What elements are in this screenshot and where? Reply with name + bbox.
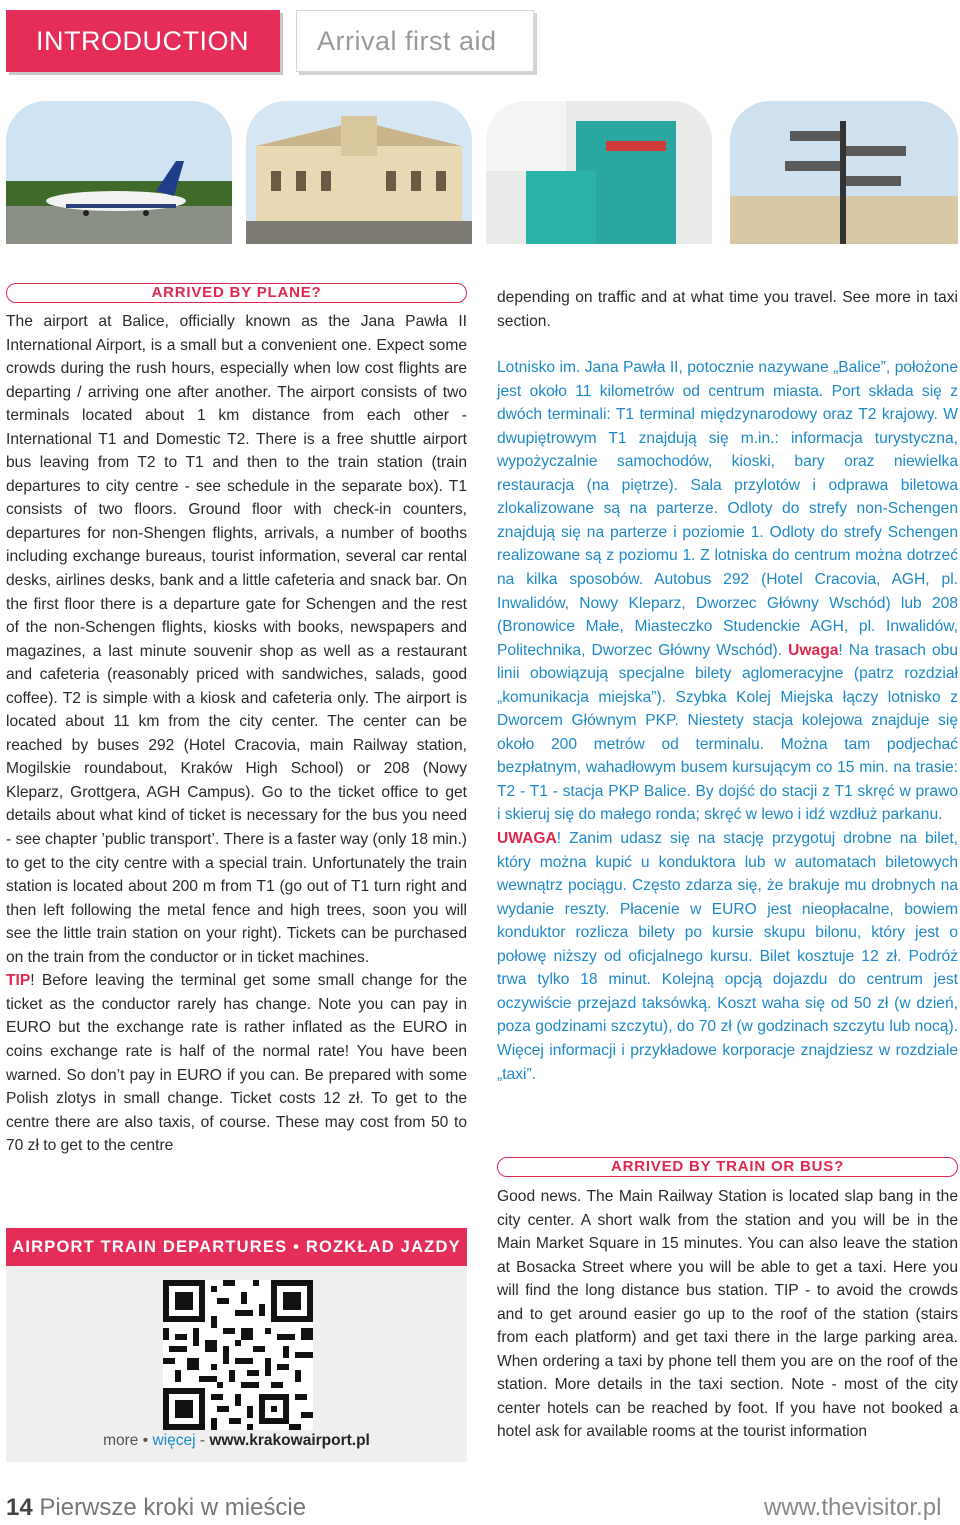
tip-text: ! Before leaving the terminal get some small change for the ticket as the conductor rarely has change. Note you can pay in EURO but the exchange rate is rather inflated as the EURO in coins exchange rate is half of the normal rate! You have been warned. So don’t pay in EURO if you can. Be prepared with some Polish zlotys in small change. Ticket costs 12 zł. To get to the centre there are also taxis, of course. These may cost from 50 to 70 zł to get to the centre	[6, 972, 467, 1155]
wiecej-label: więcej	[152, 1432, 196, 1449]
photo-airplane	[6, 101, 232, 244]
tab-arrival-label: Arrival first aid	[317, 25, 497, 56]
bullet-separator: •	[142, 1432, 149, 1449]
taxi-continuation-text: depending on traffic and at what time you travel. See more in taxi section.	[497, 289, 958, 330]
tab-introduction[interactable]	[6, 10, 280, 72]
qr-more-line	[6, 1432, 467, 1450]
footer-website[interactable]: www.thevisitor.pl	[764, 1494, 942, 1521]
qr-code-icon[interactable]	[163, 1280, 313, 1430]
more-label: more	[103, 1432, 139, 1449]
page-number: 14	[6, 1494, 33, 1521]
photo-train-seats	[486, 101, 712, 244]
section-title: Pierwsze kroki w mieście	[39, 1494, 307, 1521]
qr-schedule-box	[6, 1228, 467, 1462]
article-left-column	[6, 310, 467, 1158]
dash-separator: -	[199, 1432, 206, 1449]
tab-arrival-first-aid[interactable]	[296, 10, 534, 72]
heading-arrived-by-plane-text: ARRIVED BY PLANE?	[151, 284, 322, 301]
plane-english-text: The airport at Balice, officially known as the Jana Pawła II International Airport, is a small but a convenient one. Expect some crowds during the rush hours, especially when low cost flights are departing / arriving one after another. The airport consists of two terminals located about 1 km distance from each other - International T1 and Domestic T2. There is a free shuttle airport bus leaving from T2 to T1 and then to the train station (train departures to city centre - see schedule in the separate box). T1 consists of two floors. Ground floor with check-in counters, departures for non-Shengen flights, arrivals, a number of booths including exchange bureaus, tourist information, several car rental desks, airlines desks, bank and a little cafeteria and snack bar. On the first floor there is a departure gate for Schengen and the rest of the non-Schengen flights, kiosks with books, newspapers and magazines, a last minute souvenir shop as well as a restaurant and cafeteria (reasonably priced with sandwiches, salads, good coffee). T2 is simple with a kiosk and cafeteria only. The airport is located about 11 km from the city center. The center can be reached by buses 292 (Hotel Cracovia, main Railway station, Mogilskie roundabout, Kraków High School) or 208 (Nowy Kleparz, Grottgera, AGH Campus). Go to the ticket office to get details about what kind of ticket is necessary for the bus you need - see chapter ’public transport’. There is a faster way (only 18 min.) to get to the city centre with a special train. Unfortunately the train station is located about 200 m from T1 (go out of T1 turn right and then left following the metal fence and high trees, soon you will see the little train station on your right). Tickets can be purchased on the train from the conductor or in ticket machines.	[6, 313, 467, 966]
polish-text-part-2: ! Na trasach obu linii obowiązują specjalne bilety aglomeracyjne (patrz rozdział „komunikacja miejska”). Szybka Kolej Miejska łączy lotnisko z Dworcem Głównym PKP. Niestety stacja kolejowa znajduje się około 200 metrów od terminalu. Można tam podjechać bezpłatnym, wahadłowym busem kursującym co 15 min. na trasie: T2 - T1 - stacja PKP Balice. By dojść do stacji z T1 skręć w prawo i skieruj się do małego ronda; skręć w lewo i idź wzdłuż parkanu.	[497, 641, 959, 824]
polish-text-part-1: Lotnisko im. Jana Pawła II, potocznie nazywane „Balice”, położone jest około 11 kilometrów od centrum miasta. Port składa się z dwóch terminali: T1 terminal międzynarodowy oraz T2 krajowy. W dwupiętrowym T1 znajdują się m.in.: informacja turystyczna, wypożyczalnie samochodów, kioski, bary oraz niewielka restauracja (na piętrze). Sala przylotów i odprawa biletowa zlokalizowane są na parterze. Odloty do strefy non-Schengen znajdują się na parterze i poziomie 1. Odloty do strefy Schengen realizowane są z poziomu 1. Z lotniska do centrum można dotrzeć na kilka sposobów. Autobus 292 (Hotel Cracovia, AGH, pl. Inwalidów, Nowy Kleparz, Dworzec Główny Wschód) lub 208 (Bronowice Małe, Miasteczko Studenckie AGH, pl. Inwalidów, Politechnika, Dworzec Główny Wschód).	[497, 359, 958, 659]
train-bus-column	[497, 1185, 958, 1444]
photo-railway-station	[246, 101, 472, 244]
tab-introduction-label: INTRODUCTION	[36, 25, 249, 56]
airport-url-link[interactable]: www.krakowairport.pl	[209, 1432, 370, 1449]
uwaga-label-1: Uwaga	[788, 641, 839, 659]
photo-street-signs	[730, 101, 958, 244]
article-right-column	[497, 286, 958, 1086]
polish-text-part-3: ! Zanim udasz się na stację przygotuj drobne na bilet, który można kupić u konduktora lub w automatach biletowych wewnątrz pociągu. Często zdarza się, że brakuje mu drobnych na wydanie reszty. Płacenie w EURO jest nieopłacalne, bowiem konduktor rozlicza bilety po kursie skupu bilonu, który jest o połowę niższy od oficjalnego kursu. Bilet kosztuje 12 zł. Podróż trwa tylko 18 minut. Kolejną opcją dojazdu do centrum jest oczywiście przejazd taksówką. Koszt waha się od 50 zł (w dzień, poza godzinami szczytu), do 70 zł (w godzinach szczytu lub nocą). Więcej informacji i przykładowe korporacje znajdziesz w rozdziale „taxi”.	[497, 830, 958, 1083]
qr-box-title: AIRPORT TRAIN DEPARTURES • ROZKŁAD JAZDY	[6, 1228, 467, 1266]
uwaga-label-2: UWAGA	[497, 830, 557, 848]
heading-arrived-by-plane	[6, 283, 467, 303]
heading-train-bus-text: ARRIVED BY TRAIN OR BUS?	[610, 1158, 845, 1175]
footer-left	[6, 1494, 306, 1522]
heading-arrived-by-train-or-bus	[497, 1157, 958, 1177]
tip-label: TIP	[6, 972, 31, 990]
train-bus-english-text: Good news. The Main Railway Station is located slap bang in the city center. A short walk from the station and you will be in the Main Market Square in 15 minutes. You can also leave the station at Bosacka Street where you will be able to get a taxi. Here you will find the long distance bus station. TIP - to avoid the crowds and to get around easier go up to the roof of the station (stairs from each platform) and get taxi there in the large parking area. When ordering a taxi by phone tell them you are on the roof of the station. More details in the taxi section. Note - most of the city center hotels can be reached by foot. If you have not booked a hotel ask for available rooms at the tourist information	[497, 1188, 958, 1441]
